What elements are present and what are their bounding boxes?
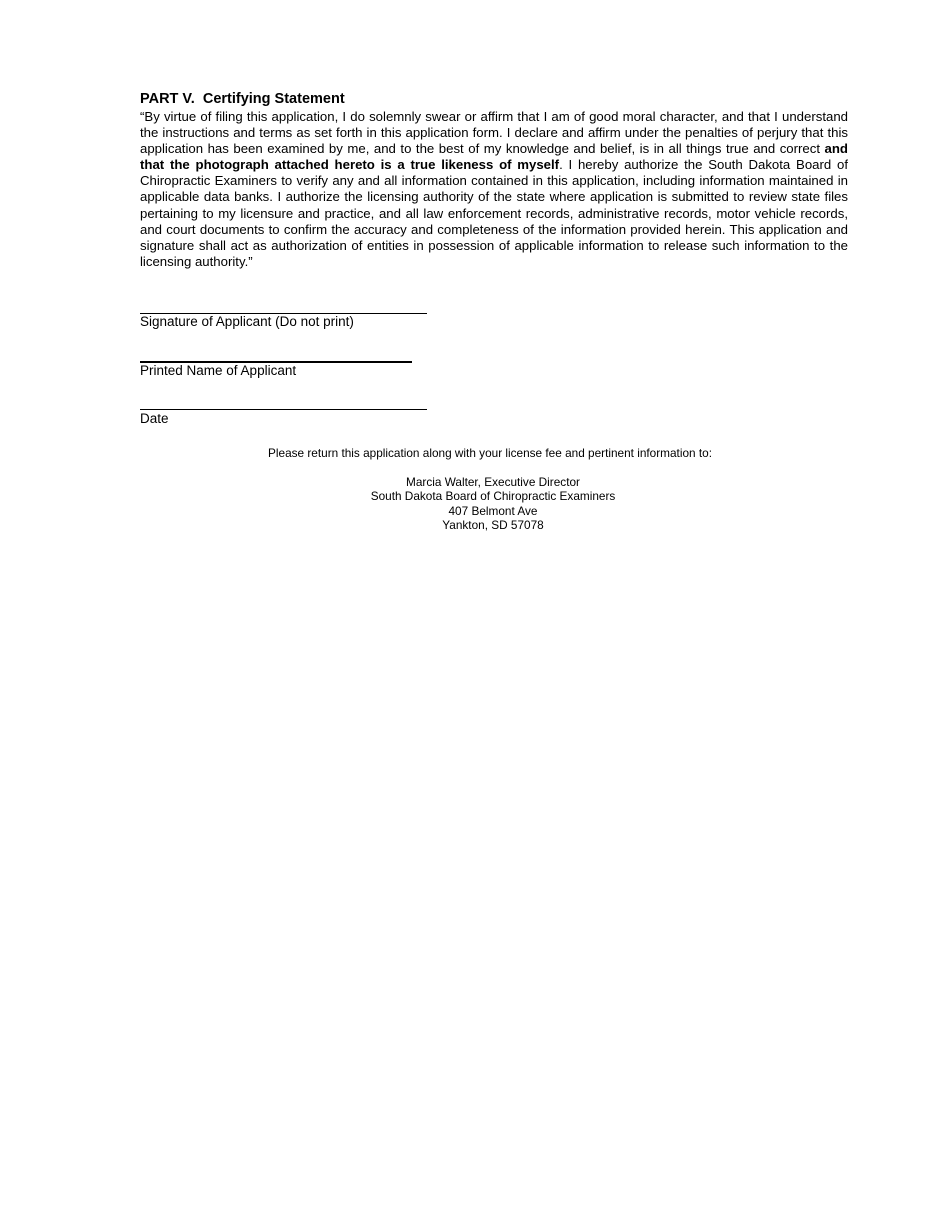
date-line[interactable]: [140, 409, 427, 410]
statement-text-start: “By virtue of filing this application, I do solemnly swear or affirm that I am of good moral character, and that I understand the instructions and terms as set forth in this application form. I declare and affirm under the penalties of perjury that this application has been examined by me, and to the best of my knowledge and belief, is in all things true and correct: [140, 109, 848, 157]
statement-text-end: . I hereby authorize the South Dakota Board of Chiropractic Examiners to verify any and all information contained in this application, including information maintained in applicable data banks. I authorize the licensing authority of the state where application is submitted to review state files pertaining to my licensure and practice, and all law enforcement records, administrative records, motor vehicle records, and court documents to confirm the accuracy and completeness of the information provided herein. This application and signature shall act as authorization of entities in possession of applicable information to release such information to the licensing authority.”: [140, 157, 848, 269]
address-line-street: 407 Belmont Ave: [448, 503, 538, 518]
mailing-address: [143, 475, 843, 532]
address-line-organization: South Dakota Board of Chiropractic Examiners: [370, 489, 616, 504]
printed-name-label: Printed Name of Applicant: [140, 363, 297, 378]
section-heading: PART V. Certifying Statement: [140, 91, 345, 107]
signature-label: Signature of Applicant (Do not print): [140, 314, 354, 329]
statement-bold-phrase: and that the photograph attached hereto is a true likeness of myself: [140, 141, 848, 173]
certifying-statement: [140, 109, 848, 270]
return-instructions: Please return this application along with your license fee and pertinent information to:: [268, 446, 712, 460]
address-line-city: Yankton, SD 57078: [442, 517, 544, 532]
address-line-name: Marcia Walter, Executive Director: [406, 475, 580, 489]
date-label: Date: [140, 411, 169, 426]
